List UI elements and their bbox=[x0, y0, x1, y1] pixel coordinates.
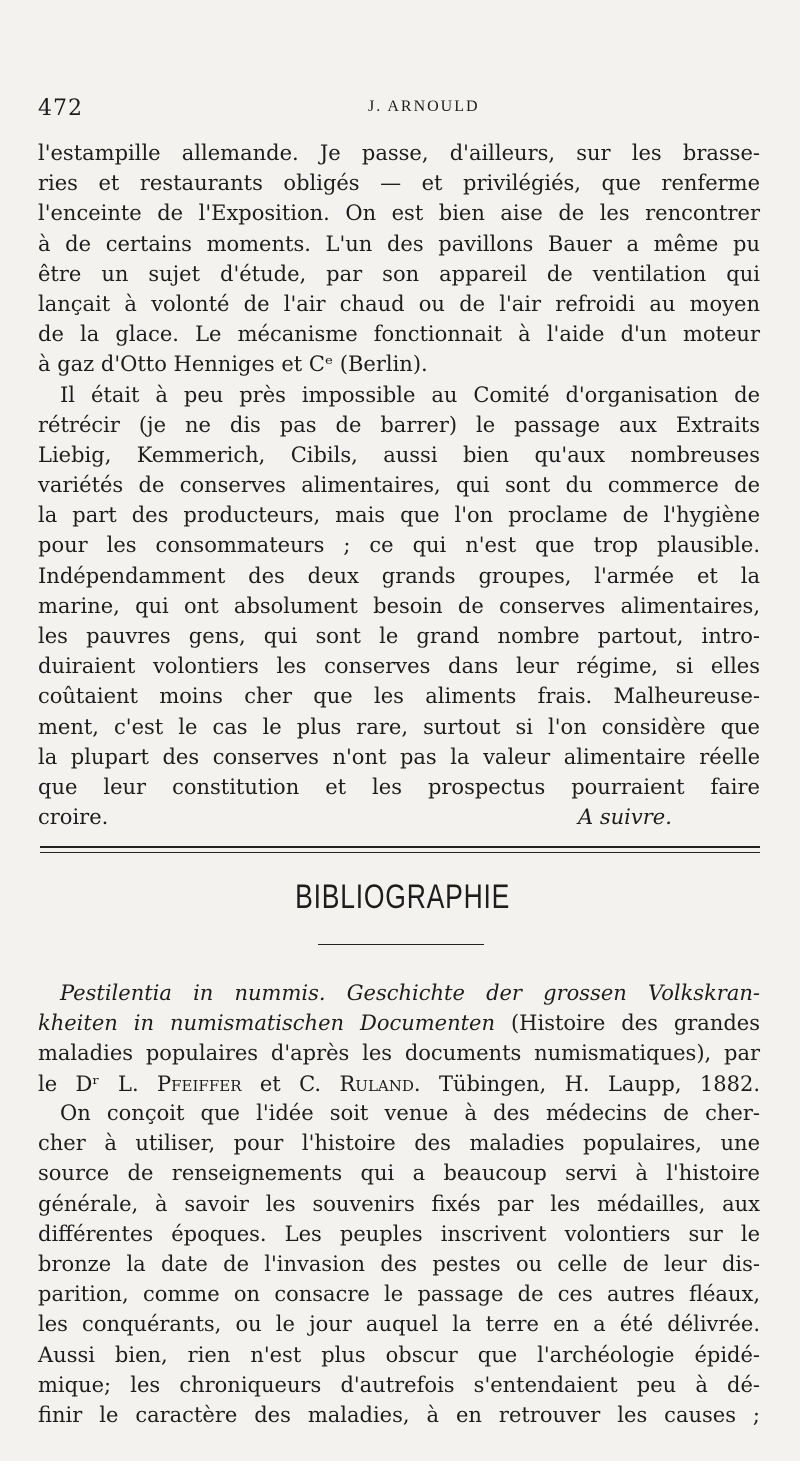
text-line: pour les consommateurs ; ce qui n'est que trop plausible. bbox=[38, 533, 760, 558]
text-line: les conquérants, ou le jour auquel la terre en a été délivrée. bbox=[38, 1312, 760, 1337]
text-line: que leur constitution et les prospectus pourraient faire bbox=[38, 774, 760, 799]
body-text-top bbox=[38, 138, 760, 832]
text-line: la plupart des conserves n'ont pas la valeur alimentaire réelle bbox=[38, 744, 760, 769]
publication-info: . Tübingen, H. Laupp, 1882. bbox=[413, 1071, 760, 1096]
text-line: parition, comme on consacre le passage de ces autres fléaux, bbox=[38, 1282, 760, 1307]
text-line: duiraient volontiers les conserves dans leur régime, si elles bbox=[38, 654, 760, 679]
running-head: J. ARNOULD bbox=[368, 98, 480, 115]
text-line: l'estampille allemande. Je passe, d'ailleurs, sur les brasse- bbox=[38, 141, 760, 165]
text-line: la part des producteurs, mais que l'on proclame de l'hygiène bbox=[38, 503, 760, 528]
author-pfeiffer: Pfeiffer bbox=[157, 1071, 242, 1096]
text-line: cher à utiliser, pour l'histoire des maladies populaires, une bbox=[38, 1131, 760, 1156]
bibliography-entry bbox=[38, 978, 760, 1099]
text-line: ment, c'est le cas le plus rare, surtout si l'on considère que bbox=[38, 714, 760, 739]
text-line: de la glace. Le mécanisme fonctionnait à l'aide d'un moteur bbox=[38, 322, 760, 347]
author-ruland: Ruland bbox=[339, 1071, 414, 1096]
biblio-title-line: Pestilentia in nummis. Geschichte der grossen Volkskran- bbox=[60, 981, 760, 1005]
text-line: être un sujet d'étude, par son appareil de ventilation qui bbox=[38, 261, 760, 286]
text-line: l'enceinte de l'Exposition. On est bien aise de les rencontrer bbox=[38, 201, 760, 226]
biblio-translation: (Histoire des grandes bbox=[495, 1011, 760, 1036]
text-line: Indépendamment des deux grands groupes, l'armée et la bbox=[38, 563, 760, 588]
text-line: mique; les chroniqueurs d'autrefois s'entendaient peu à dé- bbox=[38, 1372, 760, 1397]
text-line: rétrécir (je ne dis pas de barrer) le passage aux Extraits bbox=[38, 412, 760, 437]
text-line: marine, qui ont absolument besoin de conserves alimentaires, bbox=[38, 593, 760, 618]
title-underline bbox=[318, 944, 484, 945]
author-join: et C. bbox=[241, 1071, 340, 1096]
biblio-line: maladies populaires d'après les documents numismatiques), par bbox=[38, 1041, 760, 1066]
text-line: à de certains moments. L'un des pavillons Bauer a même pu bbox=[38, 231, 760, 256]
page-number: 472 bbox=[38, 96, 83, 121]
text-line: Il était à peu près impossible au Comité d'organisation de bbox=[60, 382, 760, 407]
text-line: à gaz d'Otto Henniges et Cᵉ (Berlin). bbox=[38, 352, 428, 377]
text-line: Aussi bien, rien n'est plus obscur que l'archéologie épidé- bbox=[38, 1342, 760, 1367]
text-line: bronze la date de l'invasion des pestes ou celle de leur dis- bbox=[38, 1251, 760, 1276]
biblio-title-italic: kheiten in numismatischen Documenten bbox=[38, 1011, 496, 1036]
text-line: Liebig, Kemmerich, Cibils, aussi bien qu'aux nombreuses bbox=[38, 442, 760, 467]
closing-word: croire. bbox=[38, 805, 109, 830]
page-header bbox=[38, 96, 760, 126]
text-line: source de renseignements qui a beaucoup servi à l'histoire bbox=[38, 1161, 760, 1186]
text-line: finir le caractère des maladies, à en retrouver les causes ; bbox=[38, 1402, 760, 1427]
text-line: lançait à volonté de l'air chaud ou de l'air refroidi au moyen bbox=[38, 291, 760, 316]
section-title: BIBLIOGRAPHIE bbox=[295, 878, 511, 916]
text-line: générale, à savoir les souvenirs fixés par les médailles, aux bbox=[38, 1191, 760, 1216]
author-prefix: le Dʳ L. bbox=[38, 1071, 158, 1096]
section-divider bbox=[40, 846, 760, 853]
closing-line bbox=[38, 802, 760, 832]
biblio-author-line bbox=[38, 1069, 760, 1099]
text-line: différentes époques. Les peuples inscrivent volontiers sur le bbox=[38, 1221, 760, 1246]
biblio-title-line bbox=[38, 1008, 760, 1038]
body-text-bottom bbox=[38, 1098, 760, 1430]
divider-thick bbox=[40, 846, 760, 848]
to-be-continued: A suivre. bbox=[578, 805, 672, 830]
text-line: variétés de conserves alimentaires, qui sont du commerce de bbox=[38, 473, 760, 498]
divider-thin bbox=[40, 852, 760, 853]
text-line: les pauvres gens, qui sont le grand nombre partout, intro- bbox=[38, 624, 760, 648]
text-line: coûtaient moins cher que les aliments frais. Malheureuse- bbox=[38, 684, 760, 709]
text-line: ries et restaurants obligés — et privilégiés, que renferme bbox=[38, 171, 760, 196]
text-line: On conçoit que l'idée soit venue à des médecins de cher- bbox=[60, 1101, 760, 1125]
